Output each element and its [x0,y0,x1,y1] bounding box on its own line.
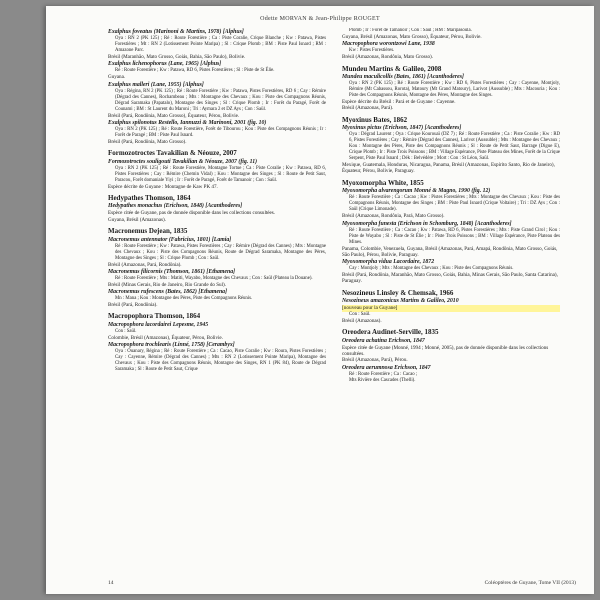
genus-heading: Myoxinus Bates, 1862 [342,115,408,124]
species-name: Oreodera achatina Erichson, 1847 [342,337,425,344]
running-header: Odette MORVAN & Jean-Philippe ROUGET [260,16,380,22]
locality-list: Mts Rivière des Cascades (Thelli). [349,377,416,383]
locality-list: Oya : Ouanary, Régina ; Ré : Route Forestière ; Ca : Cacao, Piste Coralie ; Kw : Roura, Pistes Forestières ; Cay : Cayenne, Rémire (Dégrad des Cannes) ; Mts : RN 2 (Lotissement Pointe Maripa), Montagne des Chevaux ; Kou : Piste des Compagnons Réunis, Montagne des Singes, RN 1 (PK 84), Route de Dégrad Saramaka ; Sl : Route de Petit Saut, Crique [115,349,326,373]
locality-list: Mn : Mana ; Kou : Montagne des Pères, Piste des Compagnons Réunis. [115,296,253,302]
species-name: Myoxomorpha alvarengorum Monné & Magno, 1990 (fig. 12) [342,188,491,195]
species-name: Macronemus antennator (Fabricius, 1801) [Lamia] [108,236,232,243]
species-name: Exalphus spilonotus Restello, Iannuzzi & Marinoni, 2001 (fig. 10) [108,119,267,126]
distribution-text: Brésil (Amazonas, Rondônia, Mato Grosso). [342,54,433,61]
distribution-text: Brésil (Maranhão, Mato Grosso, Goiás, Bahia, São Paulo), Bolivie. [108,54,246,60]
distribution-text: Colombie, Brésil (Amazonas), Équateur, Pérou, Bolivie. [108,334,223,341]
distribution-text: Espèce décrite du Brésil : Pará et de Guyane : Cayenne. [342,99,456,106]
distribution-text: Brésil (Pará, Rondônia, Maranhão, Mato Grosso, Goiás, Bahia, Minas Gerais, São Paulo, Santa Catarina), Paraguay. [342,272,558,285]
distribution-text: Brésil (Amazonas, Pará), Pérou. [342,357,408,364]
locality-list: Ré : Route Forestière ; Ca : Cacao ; [349,371,418,377]
locality-list: Ré : Route Forestière ; Kw : Patawa, Pistes Forestières ; Cay : Rémire (Dégrad des Cannes) ; Mts : Montagne des Chevaux ; Kou : Piste des Compagnons Réunis, Route de Dégrad Saramaka, Montagne des Pères, Montagne des Singes ; Sl : Crique Plomb ; Con : Saül. [115,243,326,261]
distribution-text: Brésil (Pará, Rondônia, Mato Grosso), Équateur, Pérou, Bolivie. [108,112,240,119]
distribution-text: Espèce citée de Guyane (Monné, 1994 ; Monné, 2005), pas de donnée disponible dans les collections consultées. [342,344,549,358]
species-name: Nesozineus amazonicus Martins & Galileo, 2010 [342,298,459,305]
locality-list: Oya : RN 2 (PK 125) ; Ré : Route Forestière ; Kw : RD 6, Pistes Forestières ; Cay : Cayenne, Montjoly, Rémire (Mt Cabassou, Rorota), Matoury (Mt Grand Matoury), Larivot (Aussuble) ; Mts : Macouria ; Kou : Piste des Compagnons Réunis, Montagne des Pères, Montagne des Singes. [349,81,560,99]
locality-list: Oya : RN 2 (PK 125) ; Ré : Route Forestière ; Ca : Piste Coralie, Crique Blanche ; Kw : Patawa, Pistes Forestières ; Mt : RN 2 (Lotissement Pointe Maripa) ; Sl : Crique Plomb ; BM : Piste Paul Isnard ; RM : Amazone Parc. [115,36,326,53]
species-name: Macronemus rufescens (Bates, 1862) [Ethamena] [108,289,228,296]
distribution-text: Brésil (Minas Gerais, Rio de Janeiro, Rio Grande do Sul). [108,281,226,288]
locality-list: Ré : Route Forestière ; Mts : Matiti, Wayabo, Montagne des Chevaux ; Con : Saül (Plateau la Douane). [115,275,313,281]
species-name: Macronemus filicornis (Thomson, 1861) [Ethamena] [108,268,236,275]
page-number: 14 [108,580,114,586]
right-column [342,28,560,572]
species-name: Myoxomorpha vidua Lacordaire, 1872 [342,259,435,266]
distribution-text: Brésil (Pará, Rondônia). [108,302,158,309]
distribution-text: Brésil (Amazonas). [342,318,382,325]
distribution-text: Brésil (Amazonas, Pará). [342,105,394,112]
genus-heading: Macronemus Dejean, 1835 [108,227,188,236]
genus-heading: Formozotroctes Tavakilian & Néouze, 2007 [108,149,237,158]
species-name: Exalphus malleri (Lane, 1955) [Alphus] [108,81,204,88]
locality-list: Ré : Route Forestière ; Kw : Patawa, RD 6, Pistes Forestières ; Sl : Piste de St Élie. [115,68,275,74]
journal-title: Coléoptères de Guyane, Tome VII (2013) [484,580,576,586]
distribution-text: Panama, Colombie, Venezuela, Guyana, Brésil (Amazonas, Pará, Amapá, Rondônia, Mato Grosso, Goiás, São Paulo), Pérou, Bolivie, Paraguay. [342,245,558,258]
locality-list: Con : Saül. [115,328,137,334]
distribution-text: Brésil (Amazonas, Pará, Rondônia). [108,261,182,268]
left-column [108,28,326,572]
document-page [46,6,594,594]
species-name: Hedypathes monachus (Erichson, 1848) [Acanthoderes] [108,203,243,210]
species-name: Oreodera aerumnosa Erichson, 1847 [342,364,431,371]
species-name: Macropophora worontzowi Lane, 1938 [342,41,435,48]
distribution-text: Guyana. [108,74,126,81]
locality-list: Plomb ; Ir : Forêt de Tamanoir ; Con : Saül ; HM : Maripasoula. [349,28,472,33]
locality-list: Oya : RN 2 (PK 125) ; Ré : Route Forestière, Montagne Tortue ; Ca : Piste Coralie ; Kw : Patawa, RD 6, Pistes Forestières ; Cay : Rémire (Chemin Vidal) ; Kou : Montagne des Singes ; Sl : Route de Petit Saut, Paracou, Forêt domaniale Yiyi ; Ir : Forêt de Paragé, Forêt de Tamanoir ; Con : Saül. [115,165,326,183]
distribution-text: Mexique, Guatemala, Honduras, Nicaragua, Panama, Brésil (Amazonas, Espírito Santo, Rio de Janeiro), Équateur, Pérou, Bolivie, Paraguay. [342,162,555,175]
genus-heading: Hedypathes Thomson, 1864 [108,193,191,202]
locality-list: Oya : Dégrad Laurent ; Oya : Crique Kourouaï (DZ 7) ; Ré : Route Forestière ; Ca : Piste Coralie ; Kw : RD 6, Pistes Forestières ; Cay : Rémire (Dégrad des Cannes), Larivot (Aussuble) ; Mts : Montagne des Chevaux ; Kou : Montagne des Pères, Piste des Compagnons Réunis ; Sl : Route de Petit Saut, Barrage (Digue E), Crique Plomb ; Ir : Piste Trois Poissons ; BM : Village Espérance, Piste Plateau des Mines, Forêt de la Crique Serpent, Piste Paul Isnard ; Dék : Belvédère ; Mort : Con : St Léon, Saül. [349,132,560,162]
locality-list: Oya : RN 2 (PK 125) ; Ré : Route Forestière, Forêt de Tibourou ; Kou : Piste des Compagnons Réunis ; Ir : Forêt de Paragé ; BM : Piste Paul Isnard. [115,126,326,138]
distribution-text: Espèce citée de Guyane, pas de donnée disponible dans les collections consultées. [108,210,276,217]
species-name: Exalphus foveatus (Marinoni & Martins, 1978) [Alphus] [108,29,244,35]
species-name: Macropophora lacordairei Lepesme, 1945 [108,321,209,328]
locality-list: Kw : Pistes Forestières. [349,48,395,54]
locality-list: Cay : Montjoly ; Mts : Montagne des Chevaux ; Kou : Piste des Compagnons Réunis. [349,266,514,272]
distribution-text: Brésil (Pará, Rondônia, Mato Grosso). [108,138,187,145]
highlighted-note: [nouveau pour la Guyane] [342,305,398,312]
species-name: Formozotroctes souligouti Tavakilian & Néouze, 2007 (fig. 11) [108,158,258,165]
genus-heading: Mundeu Martins & Galileo, 2008 [342,64,442,73]
locality-list: Oya : Régina, RN 2 (PK 125) ; Ré : Route Forestière ; Kw : Patawa, Pistes Forestières, RD 6 ; Cay : Rémire (Dégrad des Cannes), Rochambeau ; Mts : Montagne des Chevaux ; Kou : Piste des Compagnons Réunis, Dégrad Saramaka (Papatalo), Montagne des Singes ; Sl : Crique Plomb ; Ir : Forêt du Paragé, Forêt de Counami ; BM : St Laurent du Maroni ; Tri : Aymara 2 et DZ Ays ; Con : Saül. [115,88,326,112]
distribution-text: Brésil (Amazonas, Rondônia, Pará, Mato Grosso). [342,213,445,220]
genus-heading: Nesozineus Linsley & Chemsak, 1966 [342,288,454,297]
distribution-text: Guyana, Brésil (Amazonas, Mato Grosso), Équateur, Pérou, Bolivie. [342,34,482,40]
species-name: Mundeu maculicollis (Bates, 1861) [Acanthoderes] [342,74,464,81]
distribution-text: Guyana, Brésil (Amazonas). [108,216,166,223]
species-name: Myoxinus pictus (Erichson, 1847) [Acanthoderes] [342,125,462,132]
species-name: Macropophora trochlearis (Linné, 1758) [Cerambyx] [108,342,235,349]
genus-heading: Oreodera Audinet-Serville, 1835 [342,328,439,337]
distribution-text: Espèce décrite de Guyane : Montagne de Kaw PK 47. [108,183,218,190]
genus-heading: Macropophora Thomson, 1864 [108,312,201,321]
new-record-note [342,305,560,312]
genus-heading: Myoxomorpha White, 1855 [342,178,424,187]
locality-list: Con : Saül. [349,312,371,318]
species-name: Exalphus lichenophorus (Lane, 1965) [Alphus] [108,61,222,68]
locality-list: Ré : Route Forestière ; Ca : Cacao ; Kw : Pistes Forestières ; Mts : Montagne des Chevaux ; Kou : Piste des Compagnons Réunis, Montagne des Singes ; BM : Piste Paul Isnard (Crique Voltaire) ; Tri : DZ Ays ; Con : Saül (Crique Limonade). [349,195,560,213]
locality-list: Ré : Route Forestière ; Ca : Cacao ; Kw : Patawa, RD 6, Pistes Forestières ; Mts : Piste Grand Cirol ; Kou : Piste de Wayabo ; Sl : Piste de St Élie ; Ir : Piste Trois Poissons ; BM : Village Espérance, Piste Plateau des Mines. [349,227,560,245]
species-name: Myoxomorpha funesta (Erichson in Schomburg, 1848) [Acanthoderes] [342,220,512,227]
